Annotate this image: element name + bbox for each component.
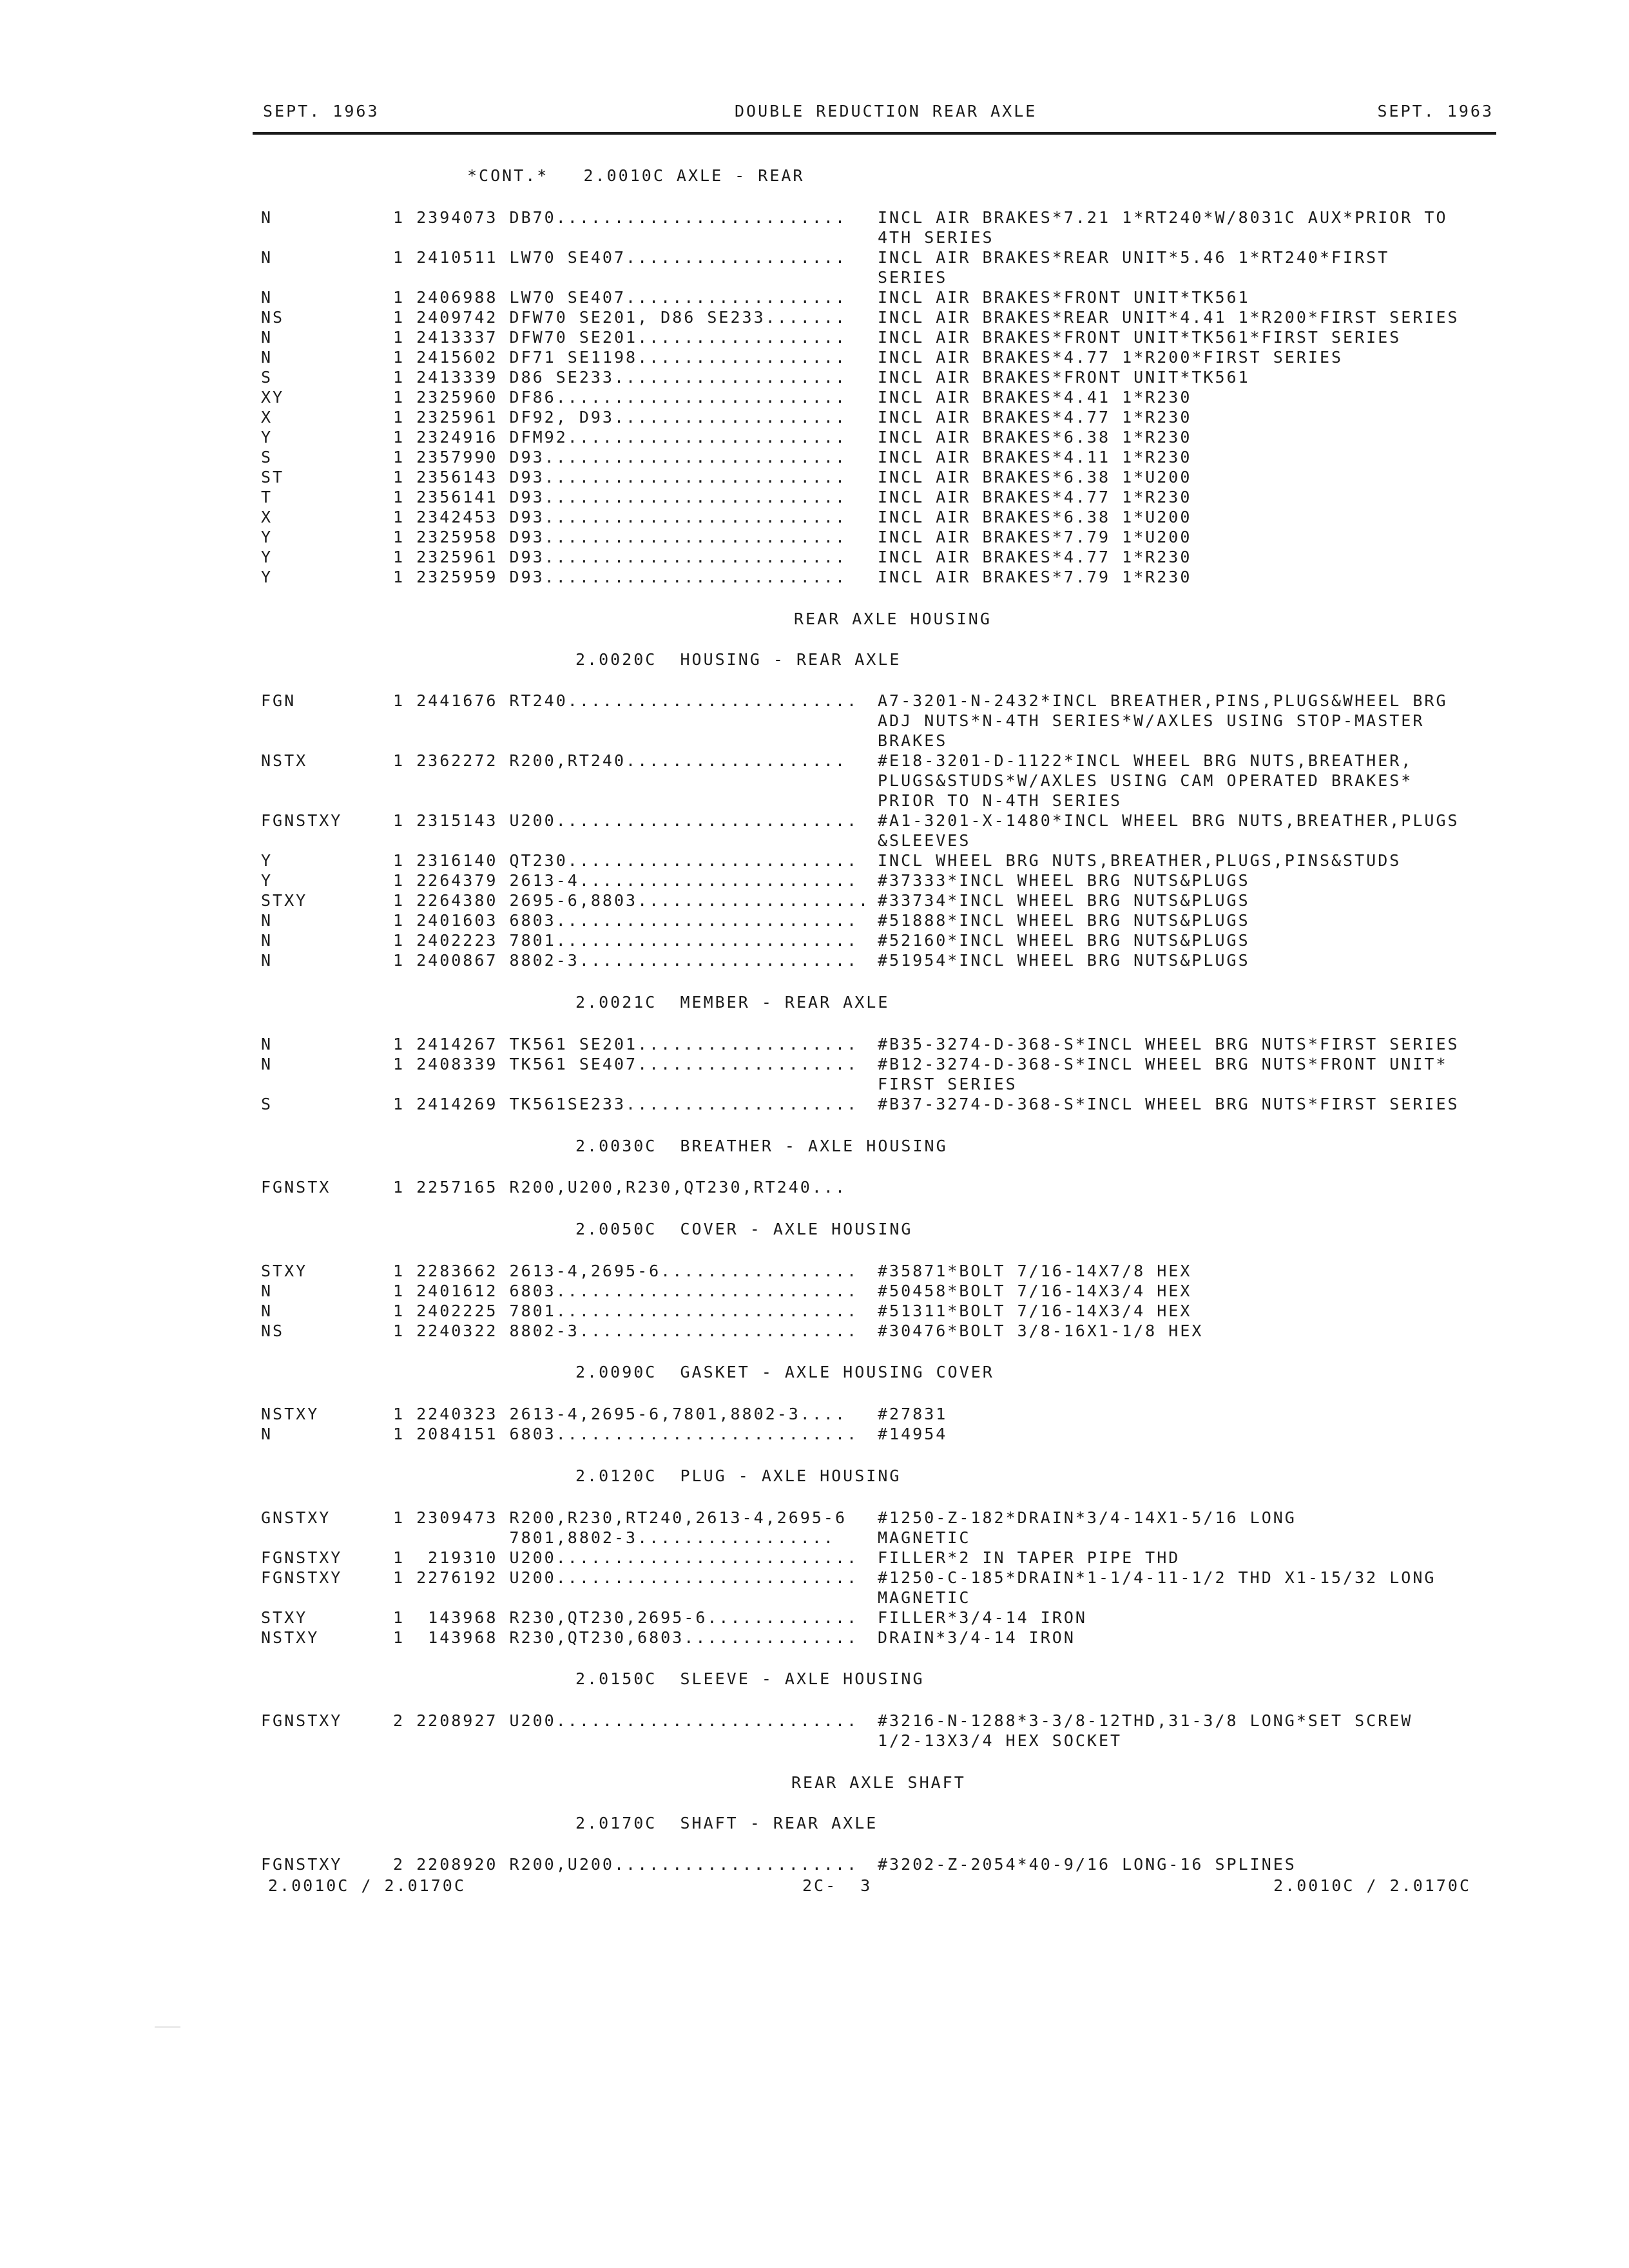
part-entry: 1 2283662 2613-4,2695-6................. <box>393 1262 859 1280</box>
header-rule <box>253 132 1496 135</box>
part-entry: 1 2362272 R200,RT240................... <box>393 751 847 770</box>
part-entry: 1 2325961 DF92, D93.................... <box>393 408 847 427</box>
part-entry: 1 2264379 2613-4........................ <box>393 871 859 890</box>
part-entry: 1 2413337 DFW70 SE201.................. <box>393 328 847 347</box>
part-entry: 1 2264380 2695-6,8803.................... <box>393 891 871 910</box>
part-entry: 1 143968 R230,QT230,6803............... <box>393 1628 859 1647</box>
model-code: FGNSTXY <box>261 1855 343 1874</box>
description-continuation: PLUGS&STUDS*W/AXLES USING CAM OPERATED BRAKES* <box>878 771 1413 790</box>
model-code: N <box>261 911 273 930</box>
model-code: STXY <box>261 1262 308 1280</box>
model-code: Y <box>261 568 273 586</box>
section-heading: 2.0150C SLEEVE - AXLE HOUSING <box>575 1669 925 1688</box>
footer-range-left: 2.0010C / 2.0170C <box>268 1876 466 1895</box>
model-code: ST <box>261 468 285 486</box>
part-entry: 1 2413339 D86 SE233.................... <box>393 368 847 387</box>
part-description: #A1-3201-X-1480*INCL WHEEL BRG NUTS,BREATHER,PLUGS <box>878 811 1460 830</box>
part-description: INCL AIR BRAKES*4.77 1*R200*FIRST SERIES <box>878 348 1344 367</box>
model-code: N <box>261 208 273 227</box>
section-heading: 2.0020C HOUSING - REAR AXLE <box>575 650 901 669</box>
section-heading: REAR AXLE SHAFT <box>791 1773 966 1792</box>
part-description: A7-3201-N-2432*INCL BREATHER,PINS,PLUGS&WHEEL BRG <box>878 691 1448 710</box>
part-entry: 1 2406988 LW70 SE407................... <box>393 288 847 307</box>
part-description: INCL AIR BRAKES*4.11 1*R230 <box>878 448 1192 466</box>
model-code: FGNSTXY <box>261 811 343 830</box>
part-description: #27831 <box>878 1405 948 1423</box>
model-code: GNSTXY <box>261 1508 331 1527</box>
part-description: INCL AIR BRAKES*6.38 1*U200 <box>878 468 1192 486</box>
header-date-right: SEPT. 1963 <box>1377 102 1494 120</box>
part-description: INCL AIR BRAKES*6.38 1*U200 <box>878 508 1192 526</box>
part-entry: 1 2325961 D93.......................... <box>393 548 847 566</box>
part-description: #33734*INCL WHEEL BRG NUTS&PLUGS <box>878 891 1250 910</box>
section-heading: 2.0050C COVER - AXLE HOUSING <box>575 1220 913 1238</box>
model-code: Y <box>261 851 273 870</box>
part-description: FILLER*3/4-14 IRON <box>878 1608 1087 1627</box>
part-entry: 1 2324916 DFM92........................ <box>393 428 847 447</box>
model-code: STXY <box>261 891 308 910</box>
section-heading: 2.0030C BREATHER - AXLE HOUSING <box>575 1137 948 1155</box>
model-code: STXY <box>261 1608 308 1627</box>
section-heading: 2.0170C SHAFT - REAR AXLE <box>575 1814 878 1832</box>
part-entry: 1 2414267 TK561 SE201................... <box>393 1035 859 1053</box>
part-description: INCL AIR BRAKES*FRONT UNIT*TK561 <box>878 288 1250 307</box>
scan-mark <box>155 2026 180 2028</box>
part-entry: 1 2401612 6803.......................... <box>393 1282 859 1300</box>
section-heading: 2.0120C PLUG - AXLE HOUSING <box>575 1466 901 1485</box>
model-code: NS <box>261 1321 285 1340</box>
model-code: S <box>261 1095 273 1113</box>
part-description: #1250-Z-182*DRAIN*3/4-14X1-5/16 LONG <box>878 1508 1296 1527</box>
part-description: #B35-3274-D-368-S*INCL WHEEL BRG NUTS*FIRST SERIES <box>878 1035 1460 1053</box>
model-code: N <box>261 951 273 970</box>
model-code: Y <box>261 528 273 546</box>
page-number: 2C- 3 <box>802 1876 872 1895</box>
part-entry: 1 2410511 LW70 SE407................... <box>393 248 847 267</box>
part-entry: 1 2342453 D93.......................... <box>393 508 847 526</box>
section-heading: 2.0090C GASKET - AXLE HOUSING COVER <box>575 1363 994 1381</box>
part-entry: 1 143968 R230,QT230,2695-6............. <box>393 1608 859 1627</box>
model-code: N <box>261 1302 273 1320</box>
part-entry: 7801,8802-3................. <box>393 1528 835 1547</box>
section-heading: 2.0021C MEMBER - REAR AXLE <box>575 993 890 1012</box>
part-description: #14954 <box>878 1425 948 1443</box>
model-code: N <box>261 1425 273 1443</box>
model-code: S <box>261 368 273 387</box>
part-description: #52160*INCL WHEEL BRG NUTS&PLUGS <box>878 931 1250 950</box>
model-code: N <box>261 1035 273 1053</box>
part-description: #E18-3201-D-1122*INCL WHEEL BRG NUTS,BREATHER, <box>878 751 1413 770</box>
part-description: #51311*BOLT 7/16-14X3/4 HEX <box>878 1302 1192 1320</box>
header-title: DOUBLE REDUCTION REAR AXLE <box>735 102 1037 120</box>
part-description: INCL AIR BRAKES*7.79 1*R230 <box>878 568 1192 586</box>
part-description: #37333*INCL WHEEL BRG NUTS&PLUGS <box>878 871 1250 890</box>
part-description: #1250-C-185*DRAIN*1-1/4-11-1/2 THD X1-15/32 LONG <box>878 1568 1436 1587</box>
part-entry: 1 2316140 QT230......................... <box>393 851 859 870</box>
part-description: #51888*INCL WHEEL BRG NUTS&PLUGS <box>878 911 1250 930</box>
model-code: FGN <box>261 691 296 710</box>
description-continuation: &SLEEVES <box>878 831 971 850</box>
part-description: INCL AIR BRAKES*REAR UNIT*4.41 1*R200*FIRST SERIES <box>878 308 1460 327</box>
description-continuation: PRIOR TO N-4TH SERIES <box>878 791 1123 810</box>
part-entry: 1 2356143 D93.......................... <box>393 468 847 486</box>
part-entry: 1 2240323 2613-4,2695-6,7801,8802-3.... <box>393 1405 847 1423</box>
model-code: N <box>261 328 273 347</box>
part-description: MAGNETIC <box>878 1528 971 1547</box>
part-description: #3202-Z-2054*40-9/16 LONG-16 SPLINES <box>878 1855 1296 1874</box>
part-entry: 2 2208927 U200.......................... <box>393 1711 859 1730</box>
part-description: INCL AIR BRAKES*6.38 1*R230 <box>878 428 1192 447</box>
section-heading: *CONT.* 2.0010C AXLE - REAR <box>467 166 805 185</box>
footer-range-right: 2.0010C / 2.0170C <box>1273 1876 1471 1895</box>
part-entry: 1 2401603 6803.......................... <box>393 911 859 930</box>
model-code: N <box>261 348 273 367</box>
part-entry: 1 2356141 D93.......................... <box>393 488 847 506</box>
part-description: INCL AIR BRAKES*4.77 1*R230 <box>878 548 1192 566</box>
part-entry: 1 2402223 7801.......................... <box>393 931 859 950</box>
part-description: #3216-N-1288*3-3/8-12THD,31-3/8 LONG*SET SCREW <box>878 1711 1413 1730</box>
model-code: S <box>261 448 273 466</box>
part-entry: 1 2257165 R200,U200,R230,QT230,RT240... <box>393 1178 847 1196</box>
part-entry: 1 2325958 D93.......................... <box>393 528 847 546</box>
part-entry: 1 2325960 DF86......................... <box>393 388 847 407</box>
part-entry: 1 219310 U200.......................... <box>393 1548 859 1567</box>
part-entry: 1 2357990 D93.......................... <box>393 448 847 466</box>
part-description: INCL AIR BRAKES*7.21 1*RT240*W/8031C AUX*PRIOR TO <box>878 208 1448 227</box>
model-code: FGNSTXY <box>261 1711 343 1730</box>
part-entry: 1 2414269 TK561SE233.................... <box>393 1095 859 1113</box>
part-description: #51954*INCL WHEEL BRG NUTS&PLUGS <box>878 951 1250 970</box>
part-description: INCL WHEEL BRG NUTS,BREATHER,PLUGS,PINS&STUDS <box>878 851 1402 870</box>
model-code: N <box>261 288 273 307</box>
part-description: #B12-3274-D-368-S*INCL WHEEL BRG NUTS*FRONT UNIT* <box>878 1055 1448 1073</box>
description-continuation: 1/2-13X3/4 HEX SOCKET <box>878 1731 1123 1750</box>
part-description: INCL AIR BRAKES*FRONT UNIT*TK561 <box>878 368 1250 387</box>
part-entry: 1 2394073 DB70......................... <box>393 208 847 227</box>
model-code: NS <box>261 308 285 327</box>
header-date-left: SEPT. 1963 <box>263 102 380 120</box>
part-entry: 1 2084151 6803.......................... <box>393 1425 859 1443</box>
description-continuation: MAGNETIC <box>878 1588 971 1607</box>
model-code: Y <box>261 548 273 566</box>
model-code: N <box>261 248 273 267</box>
part-entry: 1 2402225 7801.......................... <box>393 1302 859 1320</box>
model-code: FGNSTXY <box>261 1548 343 1567</box>
part-entry: 1 2409742 DFW70 SE201, D86 SE233....... <box>393 308 847 327</box>
model-code: T <box>261 488 273 506</box>
part-entry: 1 2315143 U200.......................... <box>393 811 859 830</box>
model-code: N <box>261 931 273 950</box>
part-description: INCL AIR BRAKES*4.77 1*R230 <box>878 408 1192 427</box>
part-entry: 1 2408339 TK561 SE407................... <box>393 1055 859 1073</box>
part-description: #35871*BOLT 7/16-14X7/8 HEX <box>878 1262 1192 1280</box>
part-entry: 1 2415602 DF71 SE1198.................. <box>393 348 847 367</box>
description-continuation: FIRST SERIES <box>878 1075 1017 1093</box>
part-description: INCL AIR BRAKES*FRONT UNIT*TK561*FIRST SERIES <box>878 328 1402 347</box>
model-code: NSTX <box>261 751 308 770</box>
description-continuation: BRAKES <box>878 731 948 750</box>
part-description: #B37-3274-D-368-S*INCL WHEEL BRG NUTS*FIRST SERIES <box>878 1095 1460 1113</box>
part-description: INCL AIR BRAKES*REAR UNIT*5.46 1*RT240*FIRST <box>878 248 1390 267</box>
model-code: X <box>261 408 273 427</box>
part-description: #30476*BOLT 3/8-16X1-1/8 HEX <box>878 1321 1204 1340</box>
part-description: FILLER*2 IN TAPER PIPE THD <box>878 1548 1181 1567</box>
part-entry: 1 2400867 8802-3........................ <box>393 951 859 970</box>
section-heading: REAR AXLE HOUSING <box>794 610 992 628</box>
model-code: X <box>261 508 273 526</box>
part-description: INCL AIR BRAKES*7.79 1*U200 <box>878 528 1192 546</box>
part-description: #50458*BOLT 7/16-14X3/4 HEX <box>878 1282 1192 1300</box>
model-code: FGNSTX <box>261 1178 331 1196</box>
part-entry: 1 2276192 U200.......................... <box>393 1568 859 1587</box>
model-code: Y <box>261 871 273 890</box>
part-entry: 1 2309473 R200,R230,RT240,2613-4,2695-6 <box>393 1508 847 1527</box>
part-entry: 1 2240322 8802-3........................ <box>393 1321 859 1340</box>
part-description: DRAIN*3/4-14 IRON <box>878 1628 1075 1647</box>
part-description: INCL AIR BRAKES*4.77 1*R230 <box>878 488 1192 506</box>
model-code: N <box>261 1055 273 1073</box>
part-description: INCL AIR BRAKES*4.41 1*R230 <box>878 388 1192 407</box>
description-continuation: ADJ NUTS*N-4TH SERIES*W/AXLES USING STOP-MASTER <box>878 711 1425 730</box>
part-entry: 1 2441676 RT240......................... <box>393 691 859 710</box>
description-continuation: 4TH SERIES <box>878 228 994 247</box>
model-code: XY <box>261 388 285 407</box>
model-code: N <box>261 1282 273 1300</box>
part-entry: 2 2208920 R200,U200..................... <box>393 1855 859 1874</box>
model-code: NSTXY <box>261 1628 320 1647</box>
description-continuation: SERIES <box>878 268 948 287</box>
model-code: NSTXY <box>261 1405 320 1423</box>
part-entry: 1 2325959 D93.......................... <box>393 568 847 586</box>
model-code: Y <box>261 428 273 447</box>
model-code: FGNSTXY <box>261 1568 343 1587</box>
